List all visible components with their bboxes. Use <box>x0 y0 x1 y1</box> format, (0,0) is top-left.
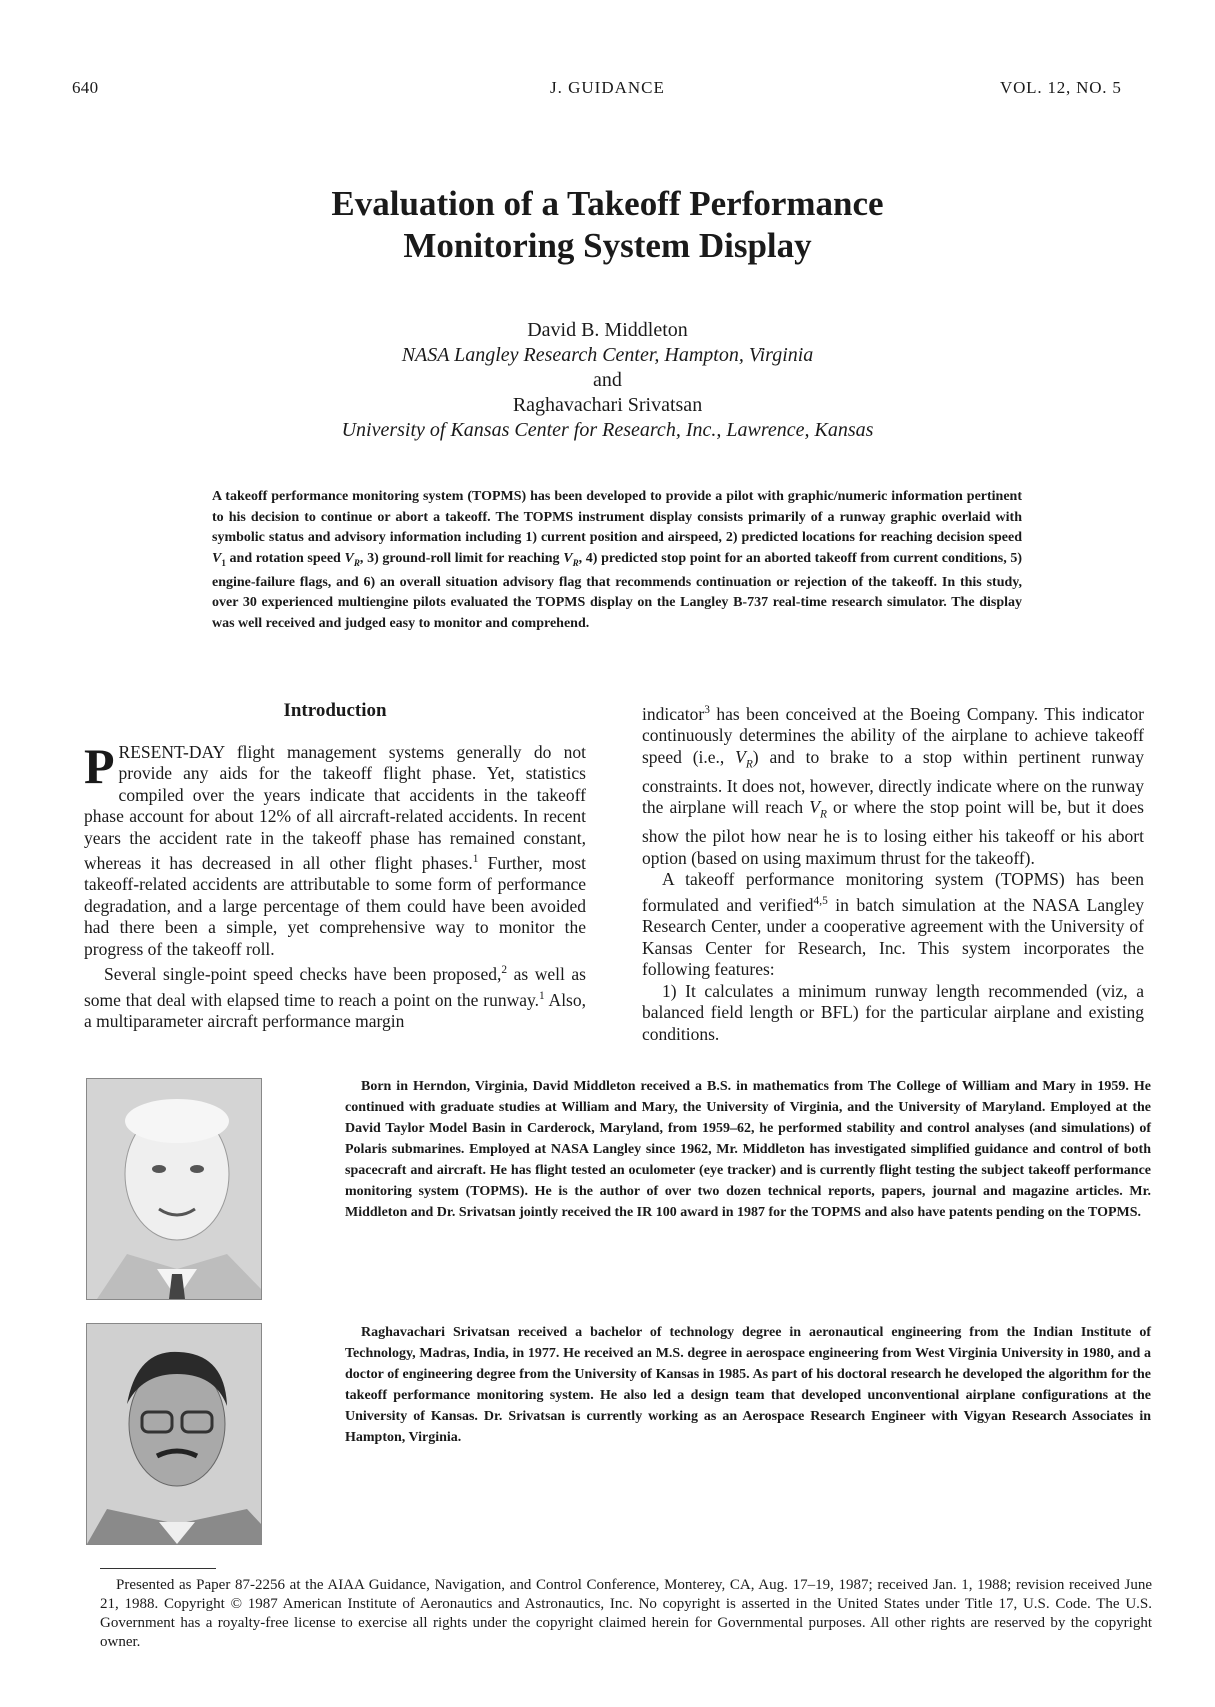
symbol-v: V <box>212 550 222 566</box>
author-conjunction: and <box>593 369 622 391</box>
paper-title <box>0 183 1215 267</box>
page-number: 640 <box>72 78 99 97</box>
abstract-text: and rotation speed <box>225 550 345 566</box>
symbol-v: V <box>809 797 820 818</box>
author-2: Raghavachari Srivatsan <box>512 394 703 416</box>
author-photo-middleton <box>86 1078 262 1300</box>
author-block <box>0 318 1215 443</box>
citation-ref: 1 <box>472 853 479 865</box>
paragraph-text: ) and to brake to a stop within pertinent runway constraints. It does not, however, directly indicate where on the runway the airplane will reach <box>642 746 1144 818</box>
author-bio-middleton: Born in Herndon, Virginia, David Middleton received a B.S. in mathematics from The College of William and Mary in 1959. He continued with graduate studies at William and Mary, the University of Virginia, and the University of Maryland. Employed at the David Taylor Model Basin in Carderock, Maryland, from 1959–62, he performed stability and control analyses (and simulations) of Polaris submarines. Employed at NASA Langley since 1962, Mr. Middleton has investigated simplified guidance and control of both spacecraft and aircraft. He has flight tested an oculometer (eye tracker) and is currently flight testing the subject takeoff performance monitoring system (TOPMS). He is the author of over two dozen technical reports, papers, journal and magazine articles. Mr. Middleton and Dr. Srivatsan jointly received the IR 100 award in 1987 for the TOPMS and also have patents pending on the TOPMS. <box>345 1079 1151 1220</box>
paragraph-text: Several single-point speed checks have been proposed, <box>104 964 502 985</box>
intro-paragraph-4 <box>642 869 1144 980</box>
section-heading-introduction: Introduction <box>283 700 387 721</box>
feature-list-item-1: 1) It calculates a minimum runway length recommended (viz, a balanced field length or BFL) for the particular airplane and existing conditions. <box>642 980 1144 1044</box>
abstract <box>212 487 1022 634</box>
symbol-subscript: R <box>572 557 579 568</box>
paragraph-text: A takeoff performance monitoring system (TOPMS) has been formulated and verified <box>642 869 1144 915</box>
symbol-subscript: R <box>819 808 827 821</box>
symbol-v: V <box>563 550 573 566</box>
abstract-text: , 3) ground-roll limit for reaching <box>359 550 564 566</box>
paragraph-text: as well as some that deal with elapsed time to reach a point on the runway. <box>84 964 586 1010</box>
symbol-subscript: 1 <box>221 557 226 568</box>
left-column <box>84 700 586 1032</box>
abstract-text: A takeoff performance monitoring system (TOPMS) has been developed to provide a pilot with graphic/numeric information pertinent to his decision to continue or abort a takeoff. The TOPMS instrument display consists primarily of a runway graphic overlaid with symbolic status and advisory information including 1) current position and airspeed, 2) predicted locations for reaching decision speed <box>212 489 1022 545</box>
author-1: David B. Middleton <box>527 319 688 341</box>
footnote-divider <box>100 1568 216 1569</box>
right-column <box>642 700 1144 1045</box>
portrait-image <box>87 1324 261 1544</box>
intro-paragraph-2 <box>84 960 586 1032</box>
citation-ref: 1 <box>538 989 545 1002</box>
title-line-1: Evaluation of a Takeoff Performance <box>331 184 884 223</box>
paragraph-text: indicator <box>642 703 705 724</box>
affiliation-1: NASA Langley Research Center, Hampton, Virginia <box>401 344 814 366</box>
paragraph-text: Further, most takeoff-related accidents are attributable to some form of performance degradation, and a large percentage of them could have been avoided had there been a simple, yet comprehensive way to monitor the progress of the takeoff roll. <box>84 852 586 959</box>
symbol-subscript: R <box>745 758 753 771</box>
author-photo-srivatsan <box>86 1323 262 1545</box>
citation-ref: 3 <box>704 704 710 716</box>
paragraph-text: Also, a multiparameter aircraft performance margin <box>84 989 586 1031</box>
intro-paragraph-1 <box>84 737 586 961</box>
symbol-v: V <box>735 746 746 767</box>
volume-issue: VOL. 12, NO. 5 <box>1000 78 1122 97</box>
paragraph-text: RESENT-DAY flight management systems generally do not provide any aids for the takeoff flight phase. Yet, statistics compiled over the years indicate that accidents in the takeoff phase account for about 12% of all aircraft-related accidents. In recent years the accident rate in the takeoff phase has remained constant, whereas it has decreased in all other flight phases. <box>84 741 586 873</box>
symbol-v: V <box>344 550 354 566</box>
intro-paragraph-3 <box>642 700 1144 869</box>
portrait-image <box>87 1079 261 1299</box>
paragraph-text: in batch simulation at the NASA Langley Research Center, under a cooperative agreement with the University of Kansas Center for Research, Inc. This system incorporates the following features: <box>642 894 1144 980</box>
symbol-subscript: R <box>353 557 360 568</box>
drop-cap: P <box>84 737 115 794</box>
affiliation-2: University of Kansas Center for Research, Inc., Lawrence, Kansas <box>341 419 874 441</box>
author-bio-srivatsan: Raghavachari Srivatsan received a bachelor of technology degree in aeronautical engineering from the Indian Institute of Technology, Madras, India, in 1977. He received an M.S. degree in aerospace engineering from West Virginia University in 1980, and a doctor of engineering degree from the University of Kansas in 1985. As part of his doctoral research he developed the algorithm for the takeoff performance monitoring system. He also led a design team that developed unconventional airplane configurations at the University of Kansas. Dr. Srivatsan is currently working as an Aerospace Research Engineer with Vigyan Research Associates in Hampton, Virginia. <box>345 1325 1151 1445</box>
citation-ref: 2 <box>501 964 508 977</box>
citation-ref: 4,5 <box>813 894 828 907</box>
footnote: Presented as Paper 87-2256 at the AIAA Guidance, Navigation, and Control Conference, Monterey, CA, Aug. 17–19, 1987; received Jan. 1, 1988; revision received June 21, 1988. Copyright © 1987 American Institute of Aeronautics and Astronautics, Inc. No copyright is asserted in the United States under Title 17, U.S. Code. The U.S. Government has a royalty-free license to exercise all rights under the copyright claimed herein for Governmental purposes. All other rights are reserved by the copyright owner. <box>100 1577 1152 1650</box>
paragraph-text: has been conceived at the Boeing Company. This indicator continuously determines the ability of the airplane to achieve takeoff speed (i.e., <box>642 703 1144 767</box>
title-line-2: Monitoring System Display <box>403 226 812 265</box>
paragraph-text: or where the stop point will be, but it does show the pilot how near he is to losing either his takeoff or his abort option (based on using maximum thrust for the takeoff). <box>642 797 1144 868</box>
journal-name: J. GUIDANCE <box>550 78 665 97</box>
abstract-text: , 4) predicted stop point for an aborted takeoff from current conditions, 5) engine-failure flags, and 6) an overall situation advisory flag that recommends continuation or rejection of the takeoff. In this study, over 30 experienced multiengine pilots evaluated the TOPMS display on the Langley B-737 real-time research simulator. The display was well received and judged easy to monitor and comprehend. <box>212 550 1023 631</box>
